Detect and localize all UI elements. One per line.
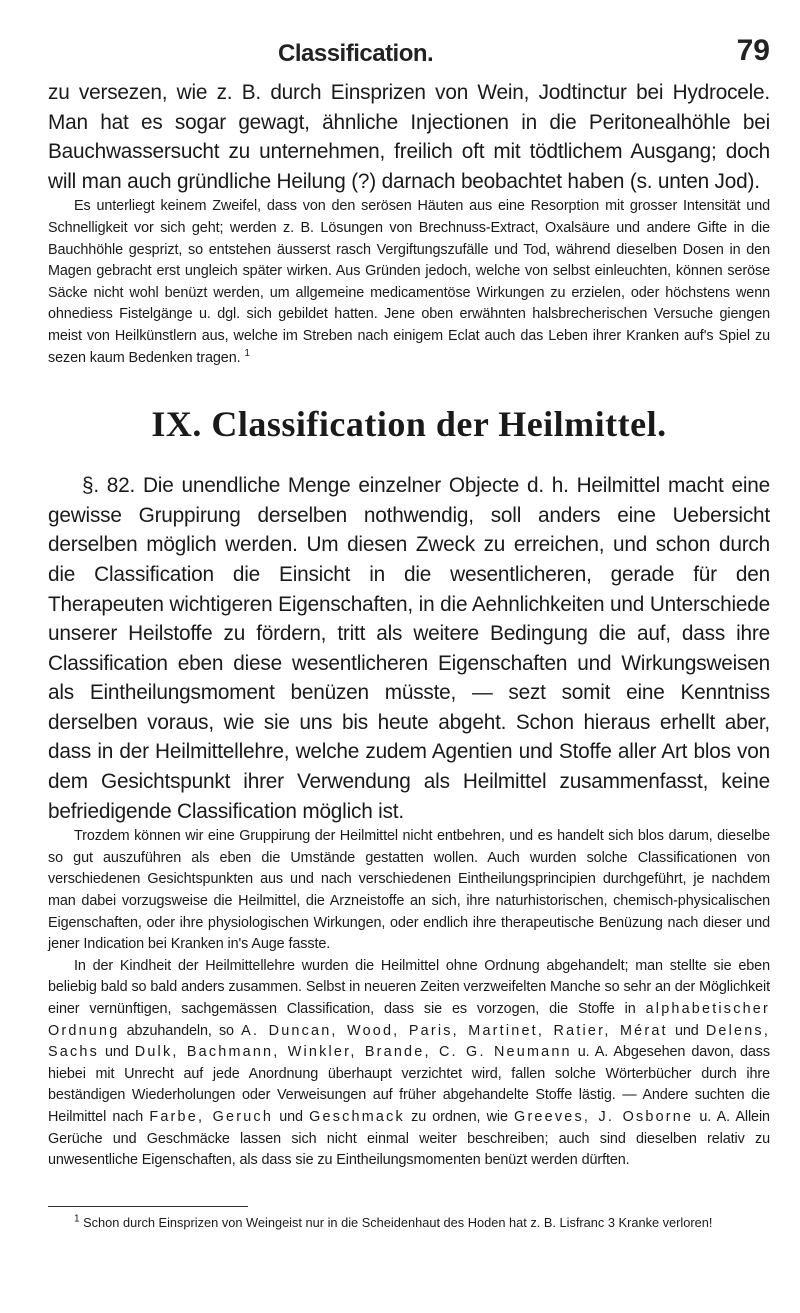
kindheit-text-e: u. A. Abgesehen davon, dass hiebei mit Unrecht auf jede Anordnung überhaupt verzichtet wird, fallen solche Wörterbücher durch ihre beständigen Wiederholungen oder Verweisungen auf früher abgehandelte Stoffe lästig. — Andere suchten die Heilmittel nach bbox=[48, 1044, 770, 1125]
running-head bbox=[48, 0, 770, 70]
paragraph-resorption bbox=[48, 196, 770, 369]
section-heading: IX. Classification der Heilmittel. bbox=[151, 404, 667, 445]
paragraph-section-82: §. 82. Die unendliche Menge einzelner Objecte d. h. Heilmittel macht eine gewisse Gruppirung derselben nothwendig, soll anders eine Uebersicht derselben möglich werden. Um diesen Zweck zu erreichen, und schon durch die Classification die Einsicht in die wesentlicheren, gerade für den Therapeuten wichtigeren Eigenschaften, in die Aehnlichkeiten und Unterschiede unserer Heilstoffe zu fördern, tritt als weitere Bedingung die auf, dass ihre Classification eben diese wesentlicheren Eigenschaften und Wirkungsweisen als Eintheilungsmoment benüzen müsste, — sezt somit eine Kenntniss derselben voraus, wie sie uns bis heute abgeht. Schon hieraus erhellt aber, dass in der Heilmittellehre, welche zudem Agentien und Stoffe aller Art blos von dem Gesichtspunkt ihrer Verwendung als Heilmittel zusammenfasst, keine befriedigende Classification möglich ist. bbox=[48, 474, 770, 823]
kindheit-text-g: zu ordnen, wie bbox=[411, 1108, 508, 1125]
footnote-divider bbox=[48, 1206, 248, 1207]
paragraph-resorption-text: Es unterliegt keinem Zweifel, dass von den serösen Häuten aus eine Resorption mit grosser Intensität und Schnelligkeit vor sich geht; werden z. B. Lösungen von Brechnuss-Extract, Oxalsäure und andere Gifte in die Bauchhöhle gesprizt, so entstehen äusserst rasch Vergiftungszufälle und Tod, während dieselben Dosen in den Magen gebracht erst ungleich später wirken. Aus Gründen jedoch, welche von selbst einleuchten, können seröse Säcke nicht wohl benüzt werden, um allgemeine medicamentöse Wirkungen zu erzielen, oder höchstens wenn ohnediess Fistelgänge u. dgl. sich gebildet hatten. Jene oben erwähnten halsbrecherischen Versuche giengen meist von Heilkünstlern aus, welche im Streben nach einigem Eclat auch das Leben ihrer Kranken auf's Spiel zu sezen kaum Bedenken tragen. bbox=[48, 198, 770, 366]
paragraph-continuation: zu versezen, wie z. B. durch Einsprizen von Wein, Jodtinctur bei Hydrocele. Man hat es sogar gewagt, ähnliche Injectionen in die Peritonealhöhle bei Bauchwassersucht zu unternehmen, freilich oft mit tödtlichem Ausgang; doch will man auch gründliche Heilung (?) darnach beobachtet haben (s. unten Jod). bbox=[48, 81, 770, 193]
spaced-term-taste: Geschmack bbox=[309, 1108, 405, 1125]
spaced-authors-2: Delens, Sachs bbox=[48, 1022, 771, 1061]
kindheit-text-c: und bbox=[674, 1022, 699, 1039]
running-title: Classification. bbox=[278, 40, 434, 67]
footnote-text: Schon durch Einsprizen von Weingeist nur in die Scheidenhaut des Hoden hat z. B. Lisfranc 3 Kranke verloren! bbox=[83, 1214, 713, 1230]
kindheit-text-f: und bbox=[279, 1108, 303, 1125]
footnote-mark: 1 bbox=[74, 1213, 80, 1225]
spaced-term-alphabetical: alphabetischer Ordnung bbox=[48, 1001, 770, 1039]
spaced-term-colour-smell: Farbe, Geruch bbox=[149, 1108, 274, 1125]
book-page bbox=[48, 0, 770, 1233]
spaced-authors-4: Greeves, J. Osborne bbox=[514, 1108, 694, 1125]
footnote-reference[interactable]: 1 bbox=[244, 347, 250, 359]
paragraph-kindheit bbox=[48, 956, 770, 1172]
spaced-authors-1: A. Duncan, Wood, Paris, Martinet, Ratier, Mérat bbox=[241, 1022, 668, 1039]
page-number: 79 bbox=[736, 34, 770, 67]
paragraph-trozdem: Trozdem können wir eine Gruppirung der Heilmittel nicht entbehren, und es handelt sich blos darum, dieselbe so gut auszuführen als eben die Umstände gestatten wollen. Auch wurden solche Classificationen von verschiedenen Gesichtspunkten aus und nach verschiedenen Eintheilungsprincipien durchgeführt, je nachdem man dabei vorzugsweise die Heilmittel, die Arzneistoffe an sich, ihre naturhistorischen, chemisch-physicalischen Eigenschaften, oder ihre physiologischen Wirkungen, oder endlich ihre therapeutische Benüzung nach dieser und jener Indication bei Kranken in's Auge fasste. bbox=[48, 828, 770, 953]
kindheit-text-a: In der Kindheit der Heilmittellehre wurden die Heilmittel ohne Ordnung abgehandelt; man stellte sie eben beliebig bald so bald anders zusammen. Selbst in neueren Zeiten verzweifelten Manche so sehr an der Möglichkeit einer vernünftigen, sachgemässen Classification, dass sie es vorzogen, die Stoffe in bbox=[48, 957, 770, 1017]
footnote bbox=[48, 1213, 770, 1233]
kindheit-text-d: und bbox=[105, 1044, 129, 1061]
spaced-authors-3: Dulk, Bachmann, Winkler, Brande, C. G. Neumann bbox=[134, 1044, 572, 1061]
kindheit-text-h: u. A. Allein Gerüche und Geschmäcke lassen sich nicht einmal weiter beschreiben; auch sind dieselben relativ zu unwesentliche Eigenschaften, als dass sie zu Eintheilungsmomenten benüzt werden dürften. bbox=[48, 1108, 770, 1169]
kindheit-text-b: abzuhandeln, so bbox=[126, 1022, 234, 1039]
